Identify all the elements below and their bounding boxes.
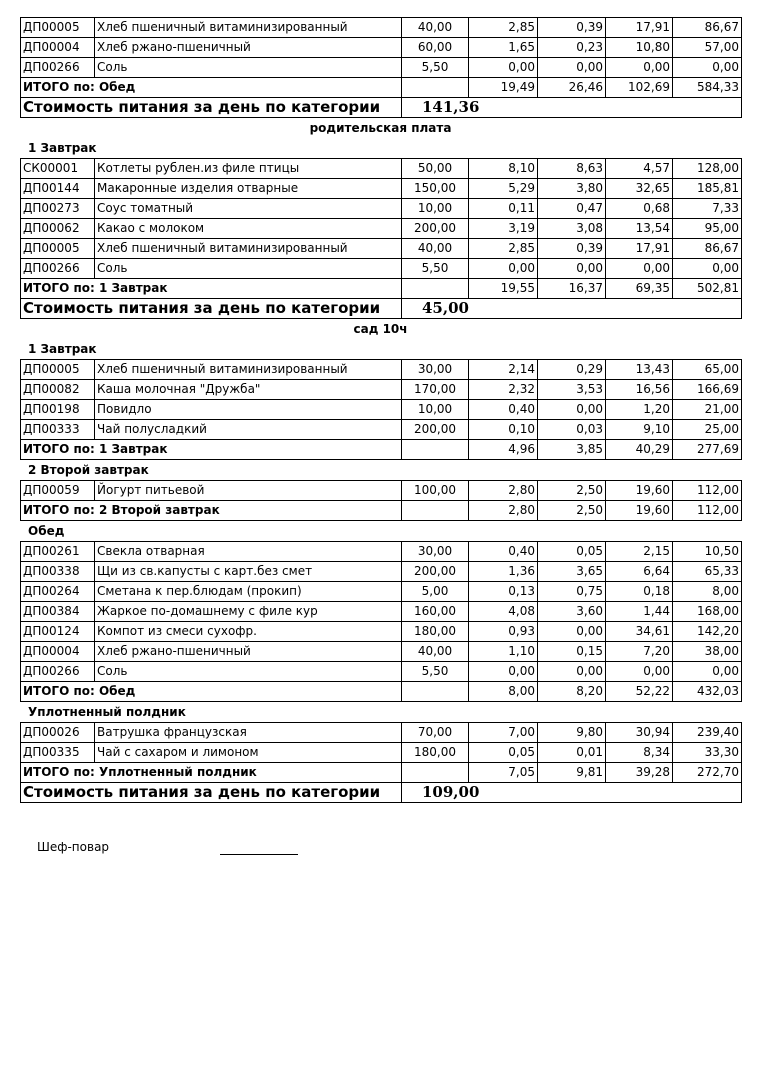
empty-cell	[402, 501, 469, 521]
dish-portion: 40,00	[402, 18, 469, 38]
dish-kcal: 0,00	[673, 259, 742, 279]
dish-fats: 0,01	[538, 743, 606, 763]
dish-kcal: 185,81	[673, 179, 742, 199]
dish-proteins: 1,10	[469, 642, 538, 662]
meal-total-label: ИТОГО по: Уплотненный полдник	[21, 763, 402, 783]
dish-kcal: 86,67	[673, 18, 742, 38]
table-row	[21, 602, 742, 622]
dish-name: Хлеб пшеничный витаминизированный	[95, 360, 402, 380]
dish-name: Котлеты рублен.из филе птицы	[95, 159, 402, 179]
dish-fats: 0,29	[538, 360, 606, 380]
dish-proteins: 7,00	[469, 723, 538, 743]
dish-fats: 8,63	[538, 159, 606, 179]
total-kcal: 584,33	[673, 78, 742, 98]
table-row	[21, 199, 742, 219]
table-row	[21, 622, 742, 642]
table-row	[21, 662, 742, 682]
table-row	[21, 723, 742, 743]
table-row	[21, 420, 742, 440]
table-row	[21, 58, 742, 78]
dish-carbs: 16,56	[606, 380, 673, 400]
dish-fats: 0,39	[538, 18, 606, 38]
dish-kcal: 166,69	[673, 380, 742, 400]
meal-total-row	[21, 440, 742, 460]
dish-carbs: 0,00	[606, 58, 673, 78]
dish-name: Йогурт питьевой	[95, 481, 402, 501]
dish-portion: 40,00	[402, 239, 469, 259]
dish-proteins: 2,32	[469, 380, 538, 400]
meal-total-row	[21, 78, 742, 98]
total-kcal: 432,03	[673, 682, 742, 702]
dish-carbs: 0,00	[606, 259, 673, 279]
meal-table	[20, 480, 742, 521]
dish-carbs: 19,60	[606, 481, 673, 501]
dish-carbs: 9,10	[606, 420, 673, 440]
dish-portion: 100,00	[402, 481, 469, 501]
table-row	[21, 743, 742, 763]
total-fats: 3,85	[538, 440, 606, 460]
dish-kcal: 7,33	[673, 199, 742, 219]
dish-kcal: 86,67	[673, 239, 742, 259]
meal-title: 1 Завтрак	[28, 342, 97, 356]
dish-fats: 0,00	[538, 622, 606, 642]
dish-code: ДП00264	[21, 582, 95, 602]
dish-name: Каша молочная "Дружба"	[95, 380, 402, 400]
dish-portion: 180,00	[402, 743, 469, 763]
dish-portion: 50,00	[402, 159, 469, 179]
total-kcal: 112,00	[673, 501, 742, 521]
dish-name: Свекла отварная	[95, 542, 402, 562]
dish-fats: 0,00	[538, 259, 606, 279]
dish-proteins: 0,40	[469, 542, 538, 562]
total-fats: 16,37	[538, 279, 606, 299]
dish-fats: 0,15	[538, 642, 606, 662]
dish-proteins: 0,11	[469, 199, 538, 219]
dish-carbs: 6,64	[606, 562, 673, 582]
dish-carbs: 4,57	[606, 159, 673, 179]
category-cost-value: 109,00	[402, 783, 742, 803]
table-row	[21, 38, 742, 58]
menu-table-top-fragment	[20, 17, 742, 118]
dish-code: ДП00004	[21, 642, 95, 662]
dish-name: Хлеб пшеничный витаминизированный	[95, 18, 402, 38]
dish-portion: 5,50	[402, 259, 469, 279]
empty-cell	[402, 763, 469, 783]
dish-proteins: 3,19	[469, 219, 538, 239]
dish-fats: 0,00	[538, 58, 606, 78]
dish-fats: 2,50	[538, 481, 606, 501]
dish-carbs: 0,68	[606, 199, 673, 219]
chef-signature-label: Шеф-повар	[37, 840, 110, 854]
category-title: родительская плата	[309, 121, 452, 135]
total-proteins: 8,00	[469, 682, 538, 702]
dish-portion: 170,00	[402, 380, 469, 400]
table-row	[21, 239, 742, 259]
dish-code: ДП00273	[21, 199, 95, 219]
dish-carbs: 10,80	[606, 38, 673, 58]
dish-kcal: 21,00	[673, 400, 742, 420]
meal-total-row	[21, 501, 742, 521]
table-row	[21, 179, 742, 199]
table-row	[21, 642, 742, 662]
total-proteins: 2,80	[469, 501, 538, 521]
empty-cell	[402, 279, 469, 299]
dish-proteins: 2,85	[469, 239, 538, 259]
dish-fats: 9,80	[538, 723, 606, 743]
dish-name: Повидло	[95, 400, 402, 420]
dish-code: ДП00082	[21, 380, 95, 400]
table-row	[21, 18, 742, 38]
meal-total-label: ИТОГО по: 1 Завтрак	[21, 440, 402, 460]
dish-fats: 0,75	[538, 582, 606, 602]
dish-name: Хлеб пшеничный витаминизированный	[95, 239, 402, 259]
dish-proteins: 2,80	[469, 481, 538, 501]
dish-portion: 40,00	[402, 642, 469, 662]
total-kcal: 272,70	[673, 763, 742, 783]
dish-code: ДП00266	[21, 58, 95, 78]
dish-portion: 60,00	[402, 38, 469, 58]
dish-proteins: 0,00	[469, 662, 538, 682]
dish-carbs: 1,44	[606, 602, 673, 622]
meal-table	[20, 158, 742, 319]
dish-name: Жаркое по-домашнему с филе кур	[95, 602, 402, 622]
dish-name: Соль	[95, 58, 402, 78]
dish-kcal: 128,00	[673, 159, 742, 179]
empty-cell	[402, 440, 469, 460]
meal-total-label: ИТОГО по: Обед	[21, 78, 402, 98]
dish-portion: 200,00	[402, 219, 469, 239]
meal-title: Обед	[28, 524, 65, 538]
dish-carbs: 0,18	[606, 582, 673, 602]
dish-kcal: 0,00	[673, 662, 742, 682]
dish-fats: 0,23	[538, 38, 606, 58]
dish-name: Хлеб ржано-пшеничный	[95, 38, 402, 58]
dish-name: Ватрушка французская	[95, 723, 402, 743]
total-carbs: 39,28	[606, 763, 673, 783]
dish-kcal: 239,40	[673, 723, 742, 743]
dish-code: ДП00005	[21, 239, 95, 259]
category-cost-label: Стоимость питания за день по категории	[21, 299, 402, 319]
dish-fats: 0,39	[538, 239, 606, 259]
dish-proteins: 1,65	[469, 38, 538, 58]
dish-fats: 3,80	[538, 179, 606, 199]
dish-kcal: 65,33	[673, 562, 742, 582]
dish-name: Макаронные изделия отварные	[95, 179, 402, 199]
table-row	[21, 582, 742, 602]
dish-name: Чай с сахаром и лимоном	[95, 743, 402, 763]
dish-kcal: 168,00	[673, 602, 742, 622]
dish-carbs: 13,54	[606, 219, 673, 239]
dish-kcal: 8,00	[673, 582, 742, 602]
dish-fats: 0,00	[538, 400, 606, 420]
category-cost-row	[21, 299, 742, 319]
table-row	[21, 259, 742, 279]
dish-name: Какао с молоком	[95, 219, 402, 239]
dish-carbs: 17,91	[606, 239, 673, 259]
dish-name: Соус томатный	[95, 199, 402, 219]
dish-fats: 0,00	[538, 662, 606, 682]
total-kcal: 502,81	[673, 279, 742, 299]
dish-portion: 200,00	[402, 420, 469, 440]
dish-proteins: 4,08	[469, 602, 538, 622]
dish-kcal: 10,50	[673, 542, 742, 562]
dish-proteins: 0,93	[469, 622, 538, 642]
total-proteins: 7,05	[469, 763, 538, 783]
dish-fats: 3,65	[538, 562, 606, 582]
dish-carbs: 2,15	[606, 542, 673, 562]
total-kcal: 277,69	[673, 440, 742, 460]
dish-carbs: 0,00	[606, 662, 673, 682]
dish-fats: 0,03	[538, 420, 606, 440]
dish-code: ДП00144	[21, 179, 95, 199]
meal-total-label: ИТОГО по: 1 Завтрак	[21, 279, 402, 299]
meal-total-row	[21, 279, 742, 299]
dish-kcal: 112,00	[673, 481, 742, 501]
dish-name: Компот из смеси сухофр.	[95, 622, 402, 642]
dish-fats: 3,60	[538, 602, 606, 622]
dish-code: ДП00261	[21, 542, 95, 562]
dish-portion: 160,00	[402, 602, 469, 622]
dish-portion: 30,00	[402, 542, 469, 562]
dish-name: Сметана к пер.блюдам (прокип)	[95, 582, 402, 602]
empty-cell	[402, 682, 469, 702]
dish-code: ДП00026	[21, 723, 95, 743]
dish-portion: 5,00	[402, 582, 469, 602]
dish-code: ДП00198	[21, 400, 95, 420]
meal-total-row	[21, 763, 742, 783]
dish-name: Хлеб ржано-пшеничный	[95, 642, 402, 662]
table-row	[21, 562, 742, 582]
meal-table	[20, 541, 742, 702]
dish-code: ДП00266	[21, 662, 95, 682]
dish-code: ДП00333	[21, 420, 95, 440]
dish-code: ДП00335	[21, 743, 95, 763]
table-row	[21, 159, 742, 179]
dish-proteins: 0,05	[469, 743, 538, 763]
dish-name: Чай полусладкий	[95, 420, 402, 440]
dish-carbs: 13,43	[606, 360, 673, 380]
dish-portion: 5,50	[402, 662, 469, 682]
dish-code: ДП00005	[21, 360, 95, 380]
total-carbs: 69,35	[606, 279, 673, 299]
total-fats: 8,20	[538, 682, 606, 702]
meal-title: 1 Завтрак	[28, 141, 97, 155]
dish-kcal: 38,00	[673, 642, 742, 662]
dish-code: ДП00124	[21, 622, 95, 642]
dish-carbs: 34,61	[606, 622, 673, 642]
total-carbs: 19,60	[606, 501, 673, 521]
meal-table	[20, 359, 742, 460]
table-row	[21, 219, 742, 239]
meal-total-label: ИТОГО по: Обед	[21, 682, 402, 702]
dish-kcal: 25,00	[673, 420, 742, 440]
category-cost-label: Стоимость питания за день по категории	[21, 783, 402, 803]
meal-title: Уплотненный полдник	[28, 705, 186, 719]
dish-proteins: 5,29	[469, 179, 538, 199]
table-row	[21, 481, 742, 501]
dish-portion: 30,00	[402, 360, 469, 380]
dish-code: ДП00384	[21, 602, 95, 622]
total-fats: 2,50	[538, 501, 606, 521]
dish-code: ДП00338	[21, 562, 95, 582]
total-carbs: 102,69	[606, 78, 673, 98]
dish-code: ДП00005	[21, 18, 95, 38]
dish-code: ДП00004	[21, 38, 95, 58]
dish-fats: 0,05	[538, 542, 606, 562]
category-cost-label: Стоимость питания за день по категории	[21, 98, 402, 118]
dish-name: Щи из св.капусты с карт.без смет	[95, 562, 402, 582]
dish-portion: 200,00	[402, 562, 469, 582]
dish-portion: 5,50	[402, 58, 469, 78]
dish-portion: 150,00	[402, 179, 469, 199]
category-title: сад 10ч	[353, 322, 408, 336]
table-row	[21, 542, 742, 562]
dish-code: ДП00266	[21, 259, 95, 279]
dish-proteins: 0,00	[469, 58, 538, 78]
total-proteins: 19,49	[469, 78, 538, 98]
dish-kcal: 65,00	[673, 360, 742, 380]
category-cost-row	[21, 783, 742, 803]
dish-proteins: 0,10	[469, 420, 538, 440]
category-cost-value: 141,36	[402, 98, 742, 118]
meal-total-row	[21, 682, 742, 702]
dish-fats: 3,53	[538, 380, 606, 400]
dish-portion: 70,00	[402, 723, 469, 743]
dish-proteins: 8,10	[469, 159, 538, 179]
dish-proteins: 0,40	[469, 400, 538, 420]
dish-carbs: 7,20	[606, 642, 673, 662]
category-cost-row	[21, 98, 742, 118]
dish-carbs: 8,34	[606, 743, 673, 763]
total-fats: 9,81	[538, 763, 606, 783]
dish-name: Соль	[95, 662, 402, 682]
table-row	[21, 400, 742, 420]
dish-code: СК00001	[21, 159, 95, 179]
total-proteins: 4,96	[469, 440, 538, 460]
total-carbs: 52,22	[606, 682, 673, 702]
dish-fats: 3,08	[538, 219, 606, 239]
category-cost-value: 45,00	[402, 299, 742, 319]
dish-kcal: 142,20	[673, 622, 742, 642]
dish-portion: 10,00	[402, 199, 469, 219]
table-row	[21, 360, 742, 380]
dish-kcal: 33,30	[673, 743, 742, 763]
dish-carbs: 30,94	[606, 723, 673, 743]
meal-total-label: ИТОГО по: 2 Второй завтрак	[21, 501, 402, 521]
total-fats: 26,46	[538, 78, 606, 98]
dish-portion: 180,00	[402, 622, 469, 642]
dish-kcal: 0,00	[673, 58, 742, 78]
dish-code: ДП00062	[21, 219, 95, 239]
dish-proteins: 0,00	[469, 259, 538, 279]
dish-carbs: 32,65	[606, 179, 673, 199]
dish-proteins: 2,14	[469, 360, 538, 380]
dish-kcal: 57,00	[673, 38, 742, 58]
menu-document	[20, 17, 741, 803]
dish-code: ДП00059	[21, 481, 95, 501]
signature-line	[220, 854, 298, 855]
dish-proteins: 2,85	[469, 18, 538, 38]
table-row	[21, 380, 742, 400]
dish-kcal: 95,00	[673, 219, 742, 239]
total-proteins: 19,55	[469, 279, 538, 299]
dish-proteins: 1,36	[469, 562, 538, 582]
dish-portion: 10,00	[402, 400, 469, 420]
dish-fats: 0,47	[538, 199, 606, 219]
meal-table	[20, 722, 742, 803]
total-carbs: 40,29	[606, 440, 673, 460]
dish-name: Соль	[95, 259, 402, 279]
dish-proteins: 0,13	[469, 582, 538, 602]
meal-title: 2 Второй завтрак	[28, 463, 149, 477]
dish-carbs: 17,91	[606, 18, 673, 38]
dish-carbs: 1,20	[606, 400, 673, 420]
